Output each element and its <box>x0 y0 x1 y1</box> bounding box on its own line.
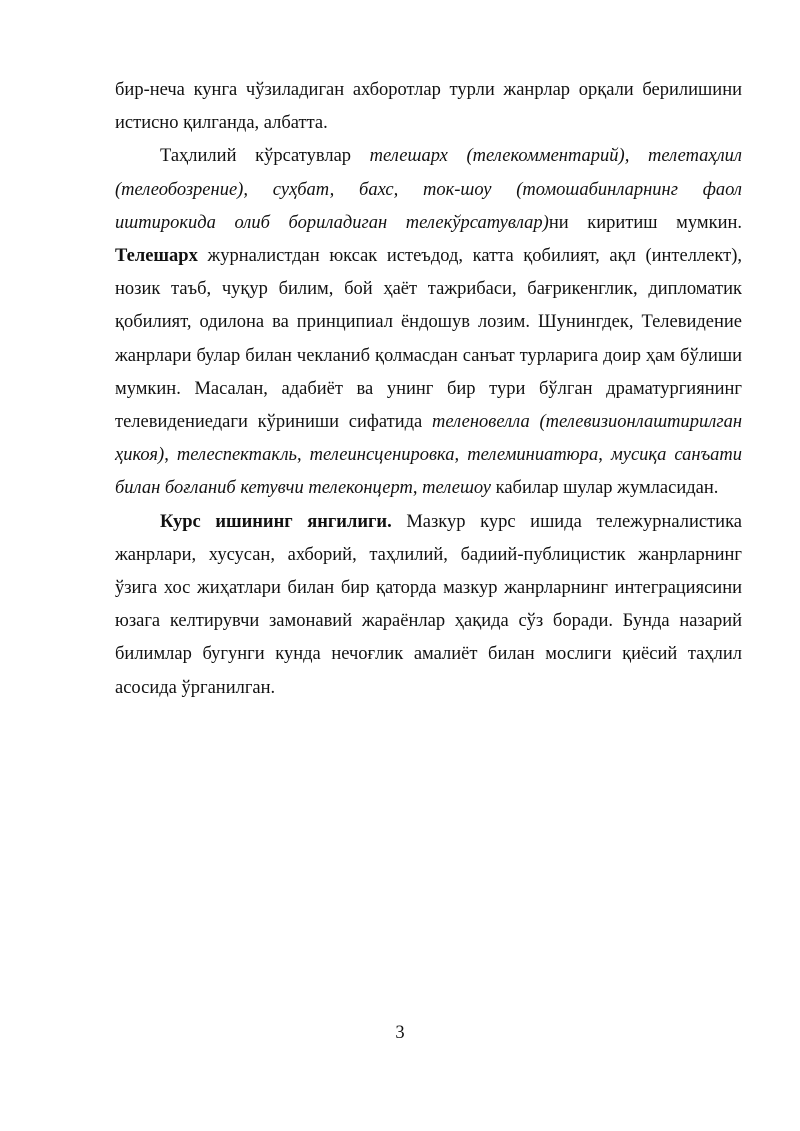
paragraph-text: бир-неча кунга чўзиладиган ахборотлар турли жанрлар орқали берилишини истисно қилганда, албатта. <box>115 80 742 134</box>
italic-term-teleinscenirovka: телеинсценировка <box>309 445 455 466</box>
italic-term-teleminiatyura: телеминиатюра <box>467 445 599 466</box>
italic-term-telenovella: теленовелла (телевизионлаштирилган ҳикоя) <box>115 412 743 466</box>
text-run: ни киритиш мумкин. <box>548 212 742 233</box>
document-page <box>115 74 742 705</box>
section-heading-novelty: Курс ишининг янгилиги. <box>160 511 392 532</box>
text-run: , <box>296 445 310 466</box>
paragraph-course-novelty <box>115 506 742 705</box>
text-run: , <box>164 445 177 466</box>
italic-term-teleshow: телешоу <box>422 478 491 499</box>
italic-term-teleconcert: мусиқа санъати билан боғланиб кетувчи телеконцерт <box>115 445 743 499</box>
text-run: журналистдан юксак истеъдод, катта қобилият, ақл (интеллект), нозик таъб, чуқур билим, бой ҳаёт тажрибаси, бағрикенглик, дипломатик қобилият, одилона ва принципиал ёндошув лозим. Шунингдек, Телевидение жанрлари булар билан чекланиб қолмасдан санъат турларига доир ҳам бўлиши мумкин. Масалан, адабиёт ва унинг бир тури бўлган драматургиянинг телевидениедаги кўриниши сифатида <box>115 246 742 433</box>
page-number: 3 <box>395 1023 405 1043</box>
italic-term-telespectacle: телеспектакль <box>176 445 297 466</box>
bold-term-teleshar: Телешарх <box>115 246 198 267</box>
italic-genre-list: телешарх (телекомментарий), телетаҳлил (телеобозрение), суҳбат, бахс, ток-шоу (томошабинларнинг фаол иштирокида олиб бориладиган телекўрсатувлар) <box>115 146 742 233</box>
text-run: Таҳлилий кўрсатувлар <box>160 146 370 167</box>
text-run: кабилар шулар жумласидан. <box>491 478 719 499</box>
paragraph-continuation <box>115 74 742 140</box>
text-run: , <box>412 478 423 499</box>
text-run: , <box>598 445 611 466</box>
text-run: , <box>454 445 468 466</box>
paragraph-text: Мазкур курс ишида тележурналистика жанрлари, хусусан, ахборий, таҳлилий, бадиий-публицистик жанрларнинг ўзига хос жиҳатлари билан бир қаторда мазкур жанрларнинг интеграциясини юзага келтирувчи замонавий жараёнлар ҳақида сўз боради. Бунда назарий билимлар бугунги кунда нечоғлик амалиёт билан мослиги қиёсий таҳлил асосида ўрганилган. <box>115 511 742 698</box>
paragraph-analytical-programs <box>115 140 742 505</box>
